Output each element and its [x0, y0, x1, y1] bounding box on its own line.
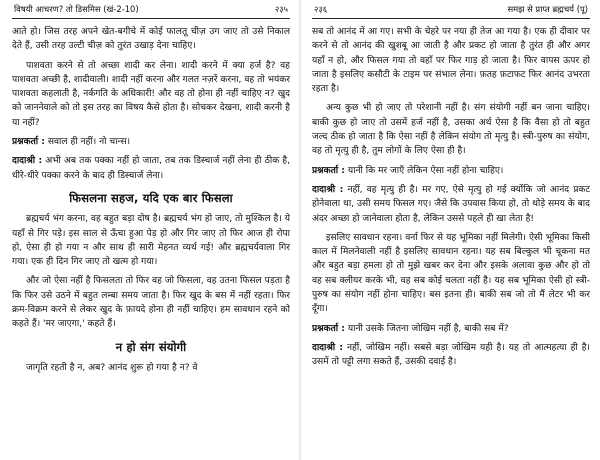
right-page-number: २३६: [314, 3, 328, 14]
questioner-label: प्रश्नकर्ता :: [312, 165, 345, 176]
left-answer: [12, 154, 290, 183]
section-heading-1: फिसलना सहज, यदि एक बार फिसला: [69, 190, 233, 205]
left-page-number: २३५: [274, 3, 288, 14]
questioner-label: प्रश्नकर्ता :: [312, 323, 345, 334]
left-paragraph-2: पाशवता करने से तो अच्छा शादी कर लेना। शादी करने में क्या हर्ज है? वह पाशवता अच्छी है, शादीवाली। शादी नहीं करना और गलत नज़रें करना, वह तो भयंकर पाशवता कहलाती है, नर्कगति के अधिकारी! और वह तो होना ही नहीं चाहिए न? खुद को जाननेवाले को तो इस तरह का विषय कैसे होता है। सोचकर देखना, शादी करनी है या नहीं?: [12, 60, 290, 128]
section-heading-2: न हो संग संयोगी: [115, 339, 187, 354]
question-text: यानी उसके जितना जोखिम नहीं है, बाकी सब में?: [347, 323, 509, 334]
right-question-1: [312, 164, 590, 178]
left-page: [12, 0, 290, 460]
left-running-title: विषयी आचरण? तो डिसमिस (खं-2-10): [14, 3, 139, 14]
right-page-header: [312, 0, 590, 16]
dadashri-label: दादाश्री :: [12, 156, 43, 167]
right-page: [312, 0, 590, 460]
answer-text: नहीं, जोखिम नहीं। सबसे बड़ा जोखिम यही है। यह तो आत्महत्या ही है। उसमें तो पट्टी लगा सकते हैं, उसकी दवाई है।: [312, 342, 590, 368]
answer-text: नहीं, वह मृत्यु ही है। मर गए, ऐसे मृत्यु हो गई क्योंकि जो आनंद प्रकट होनेवाला था, उसी समय फिसल गए। जैसे कि उपवास किया हो, तो थोड़े समय के बाद अंदर अच्छा हो जानेवाला होता है, लेकिन उससे पहले ही खा लेता है!: [312, 184, 590, 224]
right-answer-1: [312, 183, 590, 226]
questioner-label: प्रश्नकर्ता :: [12, 137, 45, 148]
right-answer-2: [312, 341, 590, 370]
left-paragraph-3: ब्रह्मचर्य भंग करना, वह बहुत बड़ा दोष है। ब्रह्मचर्य भंग हो जाए, तो मुश्किल है। ये यहाँ से गिर पड़े। इस साल से ऊँचा हुआ पेड़ हो और गिर जाए तो फिर आज ही रोपा हो, ऐसा ही हो गया न और साथ ही सारी मेहनत व्यर्थ गई! और ब्रह्मचर्यवाला गिर गया। एक ही दिन गिर जाए तो खत्म हो गया।: [12, 214, 290, 268]
dadashri-label: दादाश्री :: [312, 342, 344, 353]
question-text: यानी कि मर जाएँ लेकिन ऐसा नहीं होना चाहिए।: [347, 165, 504, 176]
right-paragraph-3: इसलिए सावधान रहना। वर्ना फिर से यह भूमिका नहीं मिलेगी। ऐसी भूमिका किसी काल में मिलनेवाली नहीं है इसलिए सावधान रहना। यह सब बिल्कुल भी चूकना मत और बहुत बड़ा हमला हो तो मुझे खबर कर देना और इसके अलावा कुछ और हो तो वह सब क्लीयर करके भी, वह सब कोई चलता नहीं है। यह सब भूमिका ऐसी हो स्त्री-पुरुष का संयोग नहीं होना चाहिए। बस इतना ही। बाकी सब जो तो मैं लेटर भी कर दूँगा।: [312, 232, 590, 315]
right-paragraph-1: सब तो आनंद में आ गए। सभी के चेहरे पर नया ही तेज आ गया है। एक ही दीवार पर करने से तो आनंद की खुशबू आ जाती है और प्रकट हो जाता है तुरंत ही और अगर यहाँ न हो, और फिसल गया तो वहाँ पर फिर गाड़ हो जाता है। फिर वापस ऊपर हो जाता है इसलिए कसौटी के टाइम पर संभाल लेना। फ़तह फ़टाफट फिर आनंद उभरता रहता है।: [312, 27, 590, 95]
right-paragraph-2: अन्य कुछ भी हो जाए तो परेशानी नहीं है। संग संयोगी नहीं बन जाना चाहिए। बाकी कुछ हो जाए तो उसमें हर्ज नहीं है, उसका अर्थ ऐसा है कि वैसा हो तो बहुत जल्द ठीक हो जाता है कि ऐसा नहीं है लेकिन संयोग तो मृत्यु है। स्त्री-पुरुष का संयोग, वह तो मृत्यु ही है, तुम लोगों के लिए ऐसा ही है।: [312, 103, 590, 157]
left-paragraph-1: आते हो। जिस तरह अपने खेत-बगीचे में कोई फालतू चीज़ उग जाए तो उसे निकाल देते हैं, उसी तरह उल्टी चीज़ को तुरंत उखाड़ देना चाहिए।: [12, 27, 290, 52]
book-gutter: [298, 0, 302, 460]
left-paragraph-4: और जो ऐसा नहीं है फिसलता तो फिर वह जो फिसला, वह उतना फिसल पड़ता है कि फिर उसे उठने में बहुत लम्बा समय जाता है। फिर खुद के बस में नहीं रहता। फिर क्रम-विक्रम करने से लेकर खुद के फ़ायदे होना ही नहीं चाहिए। हम सावधान रहने को कहते हैं। 'मर जाएगा,' कहते हैं।: [12, 276, 290, 330]
right-header-rule: [312, 18, 590, 19]
left-page-header: [12, 0, 290, 16]
left-question: [12, 135, 290, 149]
dadashri-label: दादाश्री :: [312, 184, 344, 195]
right-question-2: [312, 322, 590, 336]
question-text: सवाल ही नहीं। नो चान्स।: [47, 137, 131, 148]
left-header-rule: [12, 18, 290, 19]
left-paragraph-5: जागृति रहती है न, अब? आनंद शुरू हो गया है न? वे: [26, 362, 198, 373]
right-running-title: समझ से प्राप्त ब्रह्मचर्य (पू): [507, 3, 588, 14]
answer-text: अभी अब तक पक्का नहीं हो जाता, तब तक डिस्चार्ज नहीं लेना ही ठीक है, धीरे-धीरे पक्का करने के बाद ही डिस्चार्ज लेना।: [12, 156, 290, 181]
